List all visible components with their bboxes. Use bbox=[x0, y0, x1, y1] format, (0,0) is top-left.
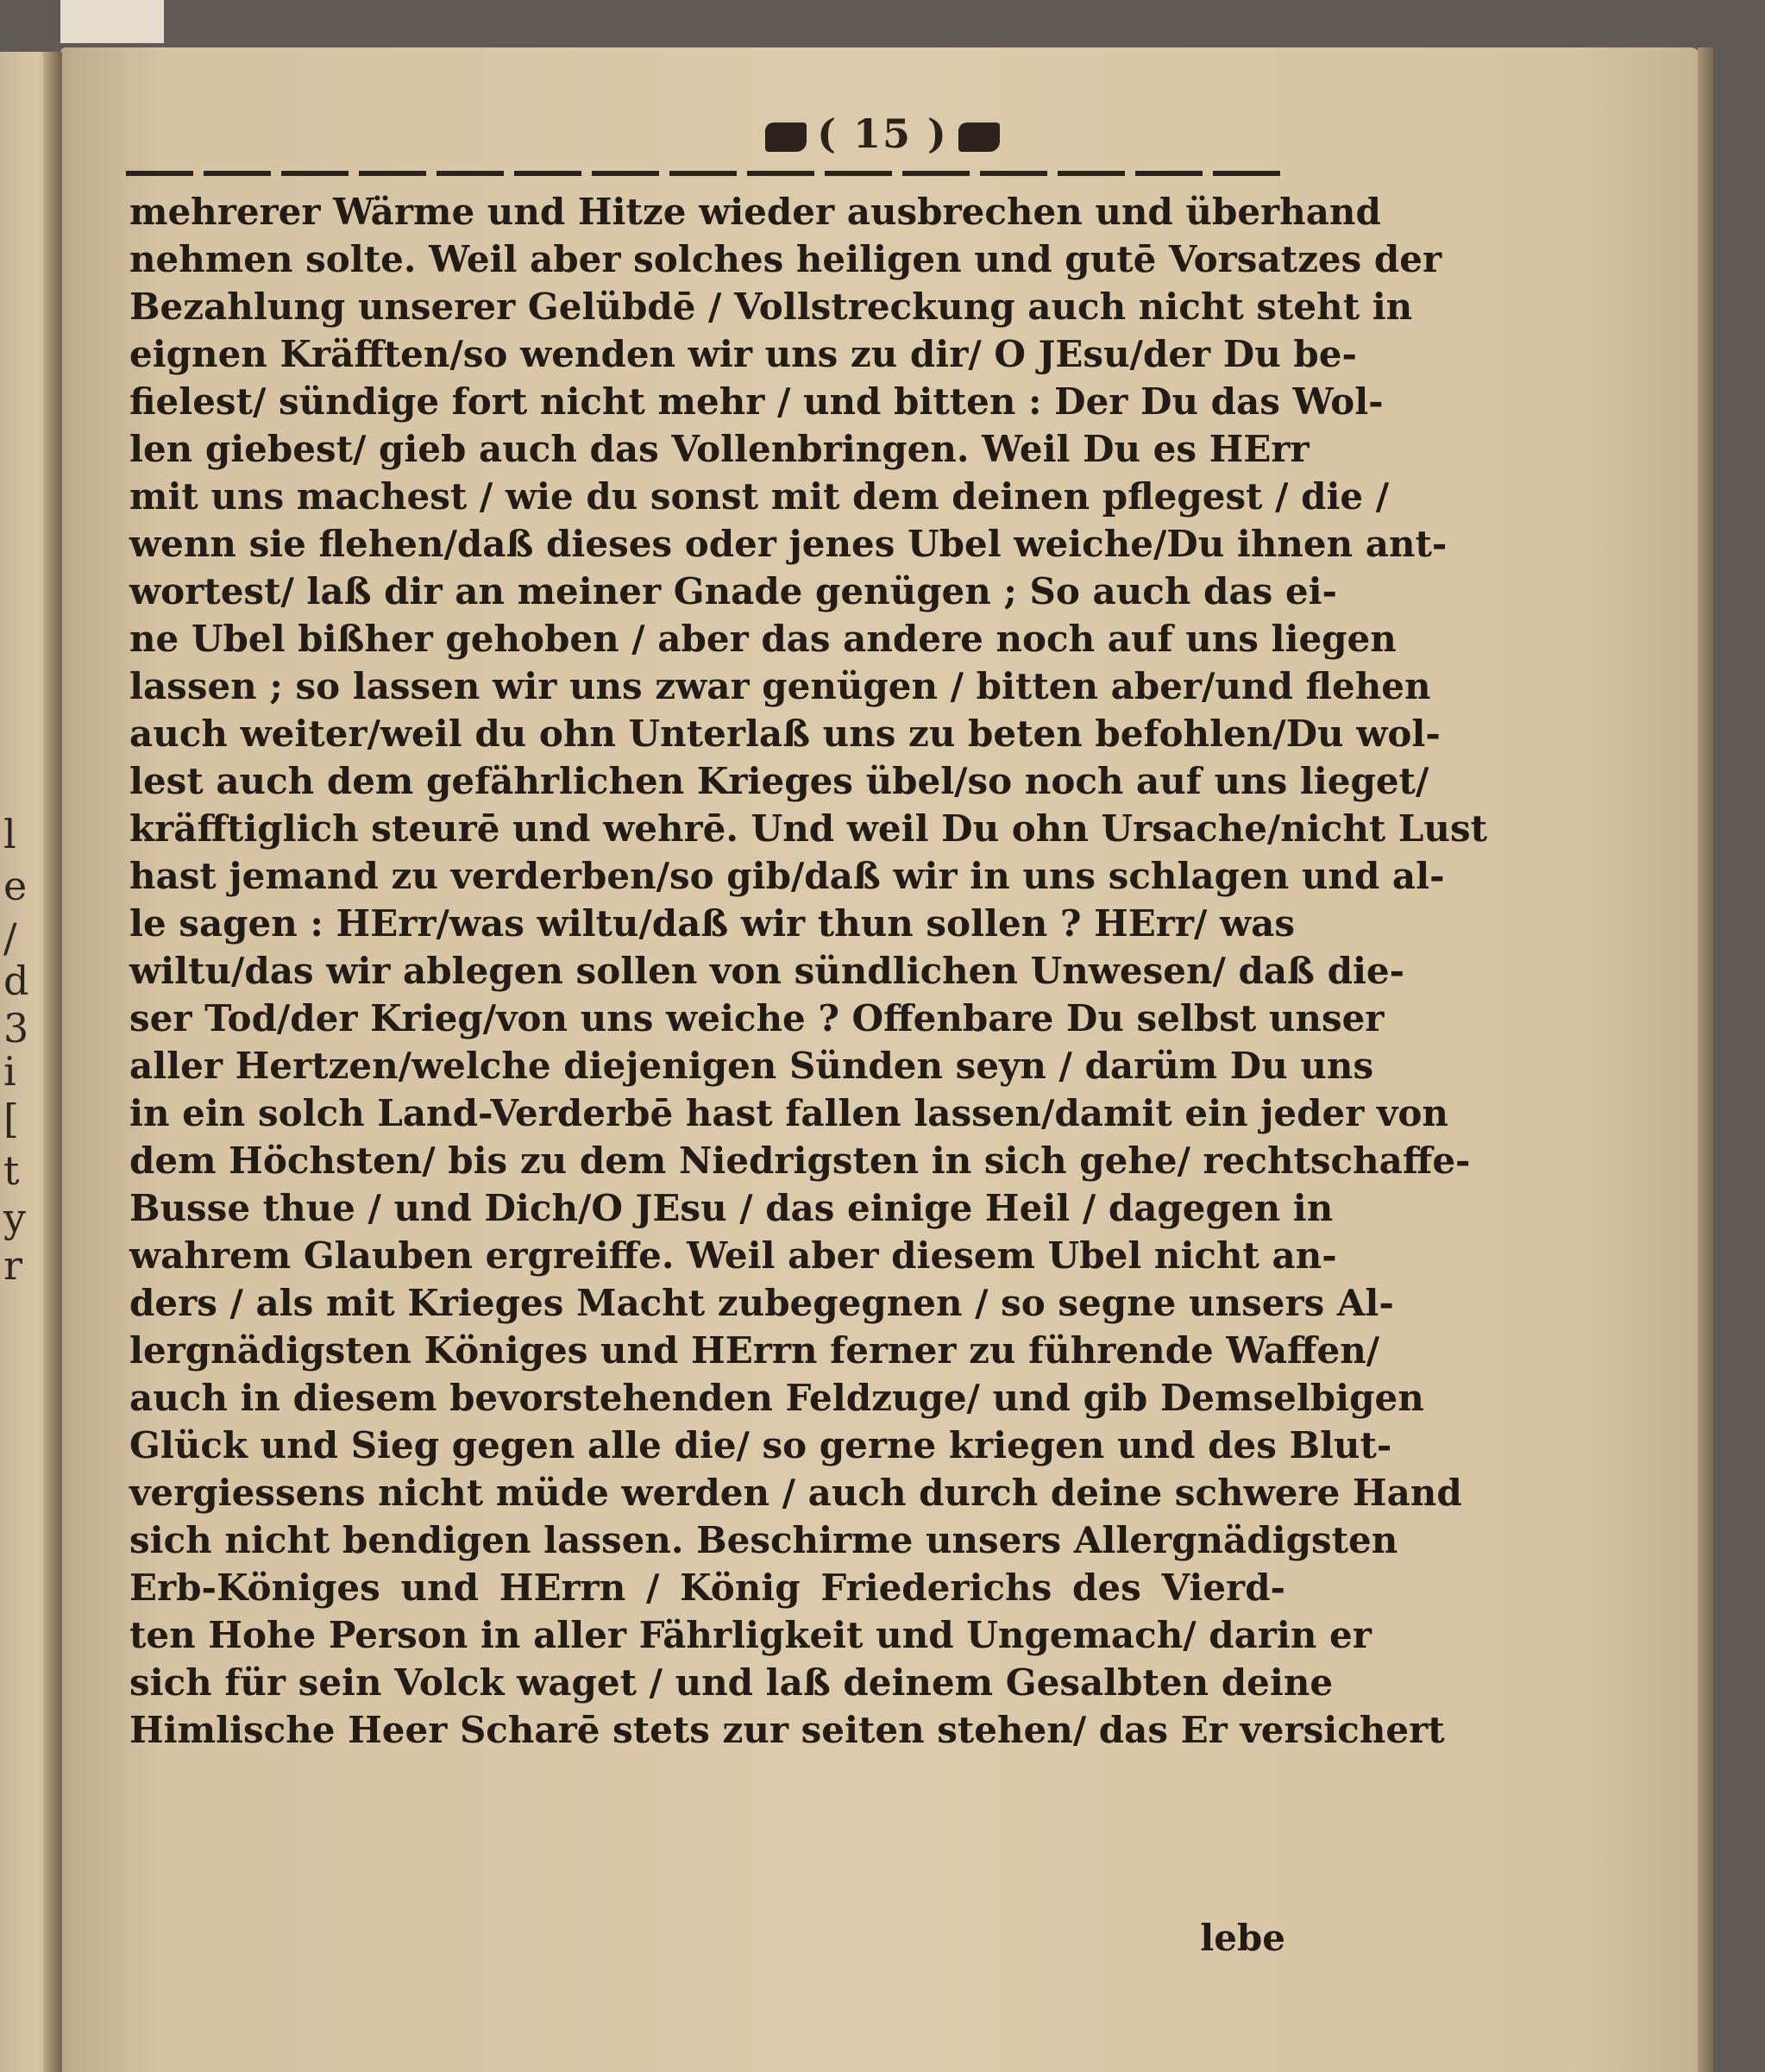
text-line: fielest/ sündige fort nicht mehr / und bitten : Der Du das Wol- bbox=[129, 380, 1384, 423]
text-line: sich nicht bendigen lassen. Beschirme unsers Allergnädigsten bbox=[129, 1519, 1398, 1561]
text-line: sich für sein Volck waget / und laß deinem Gesalbten deine bbox=[129, 1661, 1334, 1704]
text-line: lergnädigsten Königes und HErrn ferner zu führende Waffen/ bbox=[129, 1329, 1380, 1372]
header-rule bbox=[126, 171, 1284, 176]
text-line: mit uns machest / wie du sonst mit dem deinen pflegest / die / bbox=[129, 475, 1390, 518]
text-line: ne Ubel bißher gehoben / aber das andere noch auf uns liegen bbox=[129, 618, 1397, 660]
body-text bbox=[129, 188, 1487, 1754]
left-fragment: 3 bbox=[3, 1005, 29, 1052]
left-fragment: i bbox=[3, 1048, 16, 1095]
text-line: auch in diesem bevorstehenden Feldzuge/ und gib Demselbigen bbox=[129, 1377, 1424, 1419]
text-line: ders / als mit Krieges Macht zubegegnen / so segne unsers Al- bbox=[129, 1282, 1394, 1324]
text-line: mehrerer Wärme und Hitze wieder ausbrechen und überhand bbox=[129, 191, 1381, 233]
text-line: ten Hohe Person in aller Fährligkeit und Ungemach/ darin er bbox=[129, 1614, 1372, 1656]
right-ornament-icon bbox=[958, 122, 1000, 152]
text-line: kräfftiglich steurē und wehrē. Und weil Du ohn Ursache/nicht Lust bbox=[129, 807, 1487, 850]
page-right-edge bbox=[1698, 47, 1713, 2072]
text-line: nehmen solte. Weil aber solches heiligen und gutē Vorsatzes der bbox=[129, 238, 1442, 280]
page-header bbox=[0, 110, 1765, 157]
text-line: Glück und Sieg gegen alle die/ so gerne kriegen und des Blut- bbox=[129, 1424, 1392, 1466]
text-line: dem Höchsten/ bis zu dem Niedrigsten in sich gehe/ rechtschaffe- bbox=[129, 1140, 1471, 1182]
text-line: vergiessens nicht müde werden / auch durch deine schwere Hand bbox=[129, 1472, 1462, 1514]
text-line: Bezahlung unserer Gelübdē / Vollstreckung auch nicht steht in bbox=[129, 286, 1413, 328]
text-line: Erb-Königes und HErrn / König Friederichs des Vierd- bbox=[129, 1567, 1285, 1609]
page-number: ( 15 ) bbox=[817, 110, 948, 157]
text-line: le sagen : HErr/was wiltu/daß wir thun sollen ? HErr/ was bbox=[129, 902, 1296, 945]
text-line: wiltu/das wir ablegen sollen von sündlichen Unwesen/ daß die- bbox=[129, 950, 1405, 992]
text-line: wenn sie flehen/daß dieses oder jenes Ubel weiche/Du ihnen ant- bbox=[129, 523, 1448, 565]
left-fragment: / bbox=[3, 914, 17, 961]
text-line: Busse thue / und Dich/O JEsu / das einige Heil / dagegen in bbox=[129, 1187, 1334, 1229]
torn-paper-strip bbox=[60, 0, 164, 43]
left-fragment: t bbox=[3, 1147, 20, 1194]
left-fragment: e bbox=[3, 863, 28, 909]
text-line: auch weiter/weil du ohn Unterlaß uns zu beten befohlen/Du wol- bbox=[129, 713, 1441, 755]
left-fragment: d bbox=[3, 958, 29, 1004]
left-fragment: y bbox=[3, 1195, 26, 1241]
catchword: lebe bbox=[1200, 1917, 1285, 1959]
text-line: hast jemand zu verderben/so gib/daß wir in uns schlagen und al- bbox=[129, 855, 1445, 897]
text-line: wortest/ laß dir an meiner Gnade genügen ; So auch das ei- bbox=[129, 570, 1337, 612]
left-fragment: [ bbox=[3, 1096, 19, 1142]
text-line: lassen ; so lassen wir uns zwar genügen / bitten aber/und flehen bbox=[129, 665, 1431, 707]
left-ornament-icon bbox=[765, 122, 807, 152]
left-fragment: r bbox=[3, 1242, 22, 1289]
text-line: len giebest/ gieb auch das Vollenbringen. Weil Du es HErr bbox=[129, 428, 1310, 470]
text-line: ser Tod/der Krieg/von uns weiche ? Offenbare Du selbst unser bbox=[129, 997, 1385, 1039]
text-line: Himlische Heer Scharē stets zur seiten stehen/ das Er versichert bbox=[129, 1709, 1445, 1751]
text-line: wahrem Glauben ergreiffe. Weil aber diesem Ubel nicht an- bbox=[129, 1234, 1337, 1277]
text-line: in ein solch Land-Verderbē hast fallen lassen/damit ein jeder von bbox=[129, 1092, 1448, 1134]
text-line: lest auch dem gefährlichen Krieges übel/so noch auf uns lieget/ bbox=[129, 760, 1429, 802]
left-fragment: l bbox=[3, 811, 16, 857]
text-line: eignen Kräfften/so wenden wir uns zu dir/ O JEsu/der Du be- bbox=[129, 333, 1357, 375]
gutter-shadow bbox=[43, 52, 62, 2072]
text-line: aller Hertzen/welche diejenigen Sünden seyn / darüm Du uns bbox=[129, 1045, 1374, 1087]
